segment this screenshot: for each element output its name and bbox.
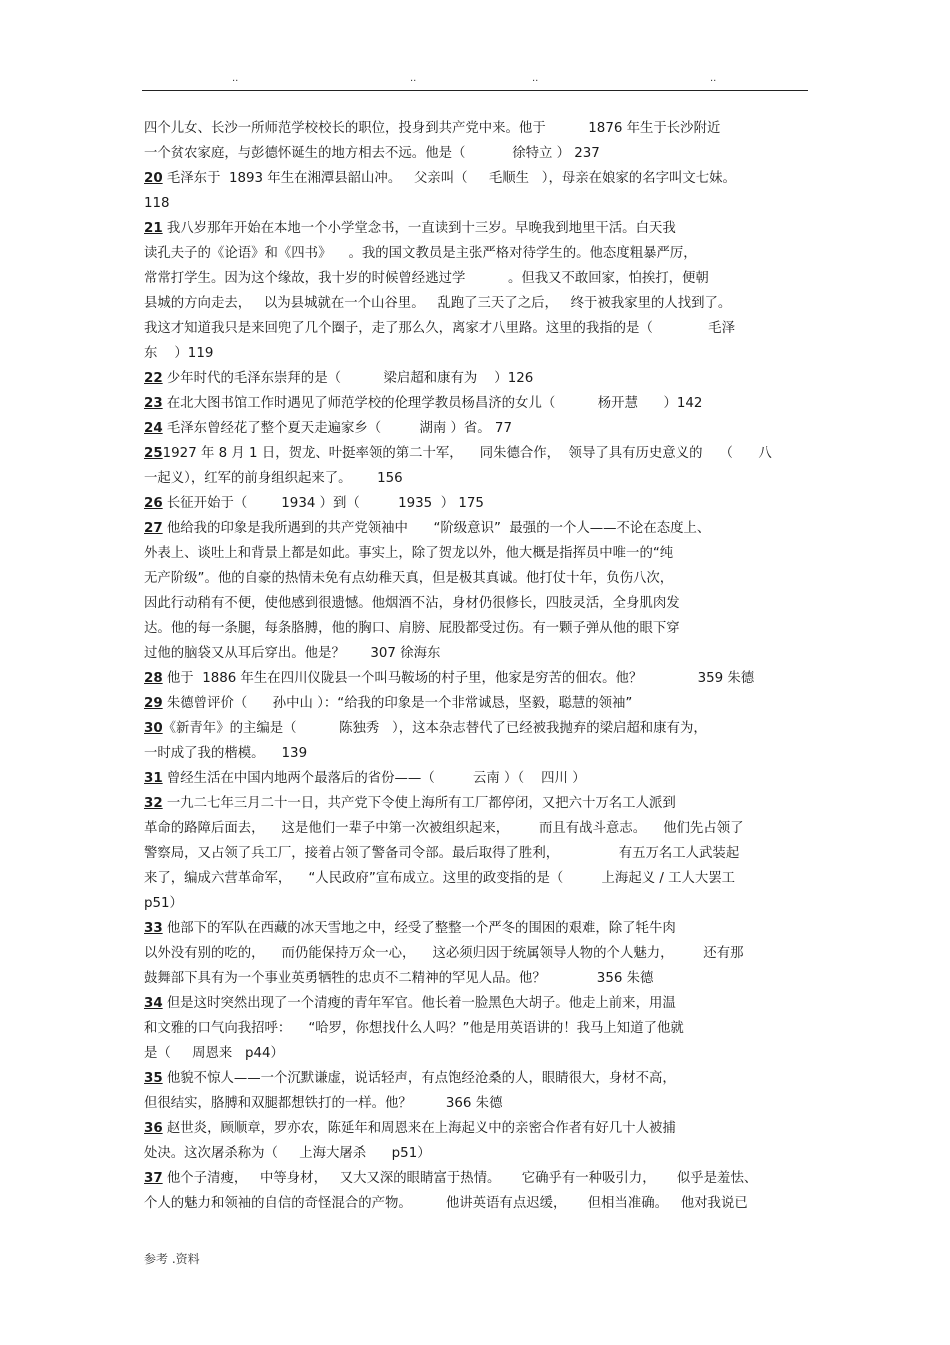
line-text: 四个儿女、长沙一所师范学校校长的职位，投身到共产党中来。他于 1876 年生于长沙附近 bbox=[144, 121, 721, 136]
line-text: 是（ 周恩来 p44） bbox=[144, 1046, 284, 1061]
question-number: 31 bbox=[144, 771, 163, 786]
text-line bbox=[144, 391, 808, 416]
line-text: 达。他的每一条腿，每条胳膊，他的胸口、肩膀、屁股都受过伤。有一颗子弹从他的眼下穿 bbox=[144, 621, 680, 636]
text-line bbox=[144, 566, 808, 591]
line-text: 一个贫农家庭，与彭德怀诞生的地方相去不远。他是（ 徐特立 ） 237 bbox=[144, 146, 600, 161]
page-footer: 参考 .资料 bbox=[144, 1252, 200, 1266]
text-line bbox=[144, 191, 808, 216]
line-text: 他给我的印象是我所遇到的共产党领袖中 “阶级意识” 最强的一个人——不论在态度上、 bbox=[162, 521, 711, 536]
text-line bbox=[144, 516, 808, 541]
line-text: 朱德曾评价（ 孙中山 ）：“给我的印象是一个非常诚恳，坚毅，聪慧的领袖” bbox=[162, 696, 633, 711]
line-text: 我八岁那年开始在本地一个小学堂念书，一直读到十三岁。早晚我到地里干活。白天我 bbox=[162, 221, 676, 236]
text-line bbox=[144, 966, 808, 991]
text-line bbox=[144, 466, 808, 491]
line-text: 他个子清瘦， 中等身材， 又大又深的眼睛富于热情。 它确乎有一种吸引力， 似乎是羞怯、 bbox=[162, 1171, 758, 1186]
question-number: 35 bbox=[144, 1071, 163, 1086]
line-text: 但是这时突然出现了一个清瘦的青年军官。他长着一脸黑色大胡子。他走上前来，用温 bbox=[162, 996, 676, 1011]
line-text: 外表上、谈吐上和背景上都是如此。事实上，除了贺龙以外，他大概是指挥员中唯一的“纯 bbox=[144, 546, 674, 561]
text-line bbox=[144, 766, 808, 791]
line-text: 处决。这次屠杀称为（ 上海大屠杀 p51） bbox=[144, 1146, 431, 1161]
header-dots: .. bbox=[532, 73, 539, 84]
question-number: 20 bbox=[144, 171, 163, 186]
line-text: 118 bbox=[144, 196, 170, 211]
header-dots: .. bbox=[410, 73, 417, 84]
text-line bbox=[144, 441, 808, 466]
text-line bbox=[144, 816, 808, 841]
header-rule bbox=[142, 90, 808, 91]
line-text: 赵世炎，顾顺章，罗亦农，陈延年和周恩来在上海起义中的亲密合作者有好几十人被捕 bbox=[162, 1121, 676, 1136]
line-text: 我这才知道我只是来回兜了几个圈子，走了那么久，离家才八里路。这里的我指的是（ 毛泽 bbox=[144, 321, 735, 336]
line-text: 因此行动稍有不便，使他感到很遗憾。他烟酒不沾，身材仍很修长，四肢灵活，全身肌肉发 bbox=[144, 596, 680, 611]
line-text: 以外没有别的吃的， 而仍能保持万众一心， 这必须归因于统属领导人物的个人魅力， 还有那 bbox=[144, 946, 744, 961]
question-number: 33 bbox=[144, 921, 163, 936]
text-line bbox=[144, 1091, 808, 1116]
question-number: 24 bbox=[144, 421, 163, 436]
line-text: 东 ）119 bbox=[144, 346, 214, 361]
line-text: 一时成了我的楷模。 139 bbox=[144, 746, 308, 761]
question-number: 28 bbox=[144, 671, 163, 686]
line-text: p51） bbox=[144, 896, 183, 911]
line-text: 鼓舞部下具有为一个事业英勇牺牲的忠贞不二精神的罕见人品。他？ 356 朱德 bbox=[144, 971, 654, 986]
text-line bbox=[144, 741, 808, 766]
text-line bbox=[144, 1141, 808, 1166]
text-line bbox=[144, 666, 808, 691]
text-line bbox=[144, 491, 808, 516]
text-line bbox=[144, 1166, 808, 1191]
header-dots: .. bbox=[710, 73, 717, 84]
text-line bbox=[144, 716, 808, 741]
line-text: 过他的脑袋又从耳后穿出。他是？ 307 徐海东 bbox=[144, 646, 441, 661]
line-text: 他于 1886 年生在四川仪陇县一个叫马鞍场的村子里，他家是穷苦的佃农。他？ 359 朱德 bbox=[162, 671, 755, 686]
text-line bbox=[144, 116, 808, 141]
line-text: 他貌不惊人——一个沉默谦虚，说话轻声，有点饱经沧桑的人，眼睛很大，身材不高， bbox=[162, 1071, 676, 1086]
text-line bbox=[144, 1191, 808, 1216]
line-text: 革命的路障后面去， 这是他们一辈子中第一次被组织起来， 而且有战斗意志。 他们先占领了 bbox=[144, 821, 744, 836]
question-number: 34 bbox=[144, 996, 163, 1011]
line-text: 曾经生活在中国内地两个最落后的省份——（ 云南 ）（ 四川 ） bbox=[162, 771, 586, 786]
text-line bbox=[144, 216, 808, 241]
text-line bbox=[144, 916, 808, 941]
text-line bbox=[144, 291, 808, 316]
text-line bbox=[144, 616, 808, 641]
body-text bbox=[144, 116, 808, 1216]
line-text: 无产阶级”。他的自豪的热情未免有点幼稚天真，但是极其真诚。他打仗十年，负伤八次， bbox=[144, 571, 674, 586]
text-line bbox=[144, 866, 808, 891]
question-number: 23 bbox=[144, 396, 163, 411]
text-line bbox=[144, 1116, 808, 1141]
question-number: 36 bbox=[144, 1121, 163, 1136]
line-text: 在北大图书馆工作时遇见了师范学校的伦理学教员杨昌济的女儿（ 杨开慧 ）142 bbox=[162, 396, 703, 411]
question-number: 29 bbox=[144, 696, 163, 711]
line-text: 他部下的军队在西藏的冰天雪地之中，经受了整整一个严冬的围困的艰难，除了牦牛肉 bbox=[162, 921, 676, 936]
text-line bbox=[144, 141, 808, 166]
line-text: 毛泽东于 1893 年生在湘潭县韶山冲。 父亲叫（ 毛顺生 ），母亲在娘家的名字叫文七妹。 bbox=[162, 171, 736, 186]
question-number: 30 bbox=[144, 721, 163, 736]
line-text: 一起义），红军的前身组织起来了。 156 bbox=[144, 471, 403, 486]
line-text: 警察局，又占领了兵工厂，接着占领了警备司令部。最后取得了胜利， 有五万名工人武装起 bbox=[144, 846, 740, 861]
line-text: 毛泽东曾经花了整个夏天走遍家乡（ 湖南 ）省。 77 bbox=[162, 421, 512, 436]
text-line bbox=[144, 891, 808, 916]
question-number: 37 bbox=[144, 1171, 163, 1186]
question-number: 27 bbox=[144, 521, 163, 536]
text-line bbox=[144, 266, 808, 291]
text-line bbox=[144, 416, 808, 441]
line-text: 读孔夫子的《论语》和《四书》 。我的国文教员是主张严格对待学生的。他态度粗暴严厉， bbox=[144, 246, 697, 261]
line-text: 少年时代的毛泽东崇拜的是（ 梁启超和康有为 ）126 bbox=[162, 371, 534, 386]
text-line bbox=[144, 541, 808, 566]
text-line bbox=[144, 366, 808, 391]
text-line bbox=[144, 341, 808, 366]
line-text: 常常打学生。因为这个缘故，我十岁的时候曾经逃过学 。但我又不敢回家，怕挨打，便朝 bbox=[144, 271, 709, 286]
text-line bbox=[144, 316, 808, 341]
text-line bbox=[144, 791, 808, 816]
line-text: 来了，编成六营革命军， “人民政府”宣布成立。这里的政变指的是（ 上海起义 / 工人大罢工 bbox=[144, 871, 736, 886]
text-line bbox=[144, 941, 808, 966]
text-line bbox=[144, 641, 808, 666]
text-line bbox=[144, 691, 808, 716]
line-text: 和文雅的口气向我招呼： “哈罗，你想找什么人吗？”他是用英语讲的！我马上知道了他就 bbox=[144, 1021, 684, 1036]
header-dots: .. bbox=[232, 73, 239, 84]
text-line bbox=[144, 1016, 808, 1041]
question-number: 22 bbox=[144, 371, 163, 386]
text-line bbox=[144, 591, 808, 616]
text-line bbox=[144, 841, 808, 866]
question-number: 21 bbox=[144, 221, 163, 236]
question-number: 32 bbox=[144, 796, 163, 811]
line-text: 但很结实，胳膊和双腿都想铁打的一样。他？ 366 朱德 bbox=[144, 1096, 503, 1111]
text-line bbox=[144, 1041, 808, 1066]
line-text: 个人的魅力和领袖的自信的奇怪混合的产物。 他讲英语有点迟缓， 但相当准确。 他对我说已 bbox=[144, 1196, 748, 1211]
line-text: 一九二七年三月二十一日，共产党下令使上海所有工厂都停闭，又把六十万名工人派到 bbox=[162, 796, 676, 811]
text-line bbox=[144, 991, 808, 1016]
page-header bbox=[0, 74, 950, 88]
text-line bbox=[144, 241, 808, 266]
text-line bbox=[144, 1066, 808, 1091]
line-text: 1927 年 8 月 1 日，贺龙、叶挺率领的第二十军， 同朱德合作， 领导了具有历史意义的 （ 八 bbox=[162, 446, 772, 461]
line-text: 县城的方向走去， 以为县城就在一个山谷里。 乱跑了三天了之后， 终于被我家里的人找到了。 bbox=[144, 296, 732, 311]
line-text: 《新青年》的主编是（ 陈独秀 ），这本杂志替代了已经被我抛弃的梁启超和康有为， bbox=[162, 721, 707, 736]
question-number: 25 bbox=[144, 446, 163, 461]
question-number: 26 bbox=[144, 496, 163, 511]
text-line bbox=[144, 166, 808, 191]
line-text: 长征开始于（ 1934 ）到（ 1935 ） 175 bbox=[162, 496, 484, 511]
